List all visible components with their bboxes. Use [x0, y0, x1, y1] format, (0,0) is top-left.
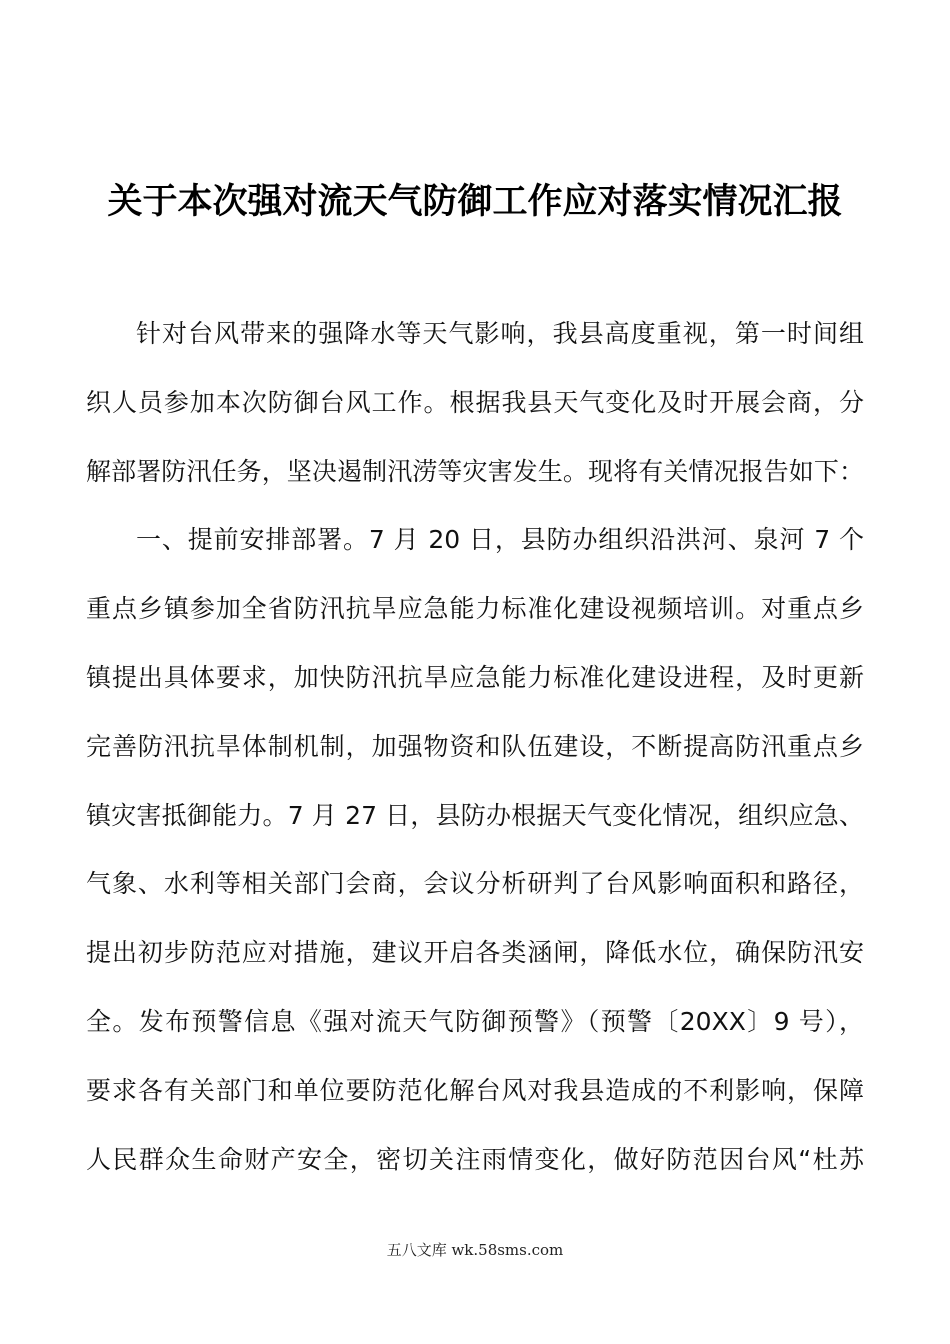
paragraph-line: 要求各有关部门和单位要防范化解台风对我县造成的不利影响，保障	[86, 1075, 864, 1105]
paragraph-line: 镇提出具体要求，加快防汛抗旱应急能力标准化建设进程，及时更新	[86, 662, 864, 692]
paragraph-line: 镇灾害抵御能力。7 月 27 日，县防办根据天气变化情况，组织应急、	[86, 800, 864, 830]
paragraph-line: 针对台风带来的强降水等天气影响，我县高度重视，第一时间组	[136, 319, 864, 348]
paragraph-line: 织人员参加本次防御台风工作。根据我县天气变化及时开展会商，分	[86, 387, 864, 417]
paragraph-line: 重点乡镇参加全省防汛抗旱应急能力标准化建设视频培训。对重点乡	[86, 594, 864, 624]
paragraph-line: 气象、水利等相关部门会商，会议分析研判了台风影响面积和路径，	[86, 869, 864, 899]
footer-watermark: 五八文库 wk.58sms.com	[386, 1241, 564, 1259]
document-body	[86, 304, 864, 1198]
paragraph-line: 提出初步防范应对措施，建议开启各类涵闸，降低水位，确保防汛安	[86, 938, 864, 968]
paragraph-line: 解部署防汛任务，坚决遏制汛涝等灾害发生。现将有关情况报告如下：	[86, 456, 864, 486]
paragraph-line: 完善防汛抗旱体制机制，加强物资和队伍建设，不断提高防汛重点乡	[86, 731, 864, 761]
paragraph-line: 全。发布预警信息《强对流天气防御预警》（预警〔20XX〕9 号），	[86, 1006, 864, 1036]
document-title: 关于本次强对流天气防御工作应对落实情况汇报	[107, 182, 843, 222]
paragraph-line: 一、提前安排部署。7 月 20 日，县防办组织沿洪河、泉河 7 个	[136, 525, 864, 555]
paragraph-line: 人民群众生命财产安全，密切关注雨情变化，做好防范因台风“杜苏	[86, 1144, 864, 1174]
